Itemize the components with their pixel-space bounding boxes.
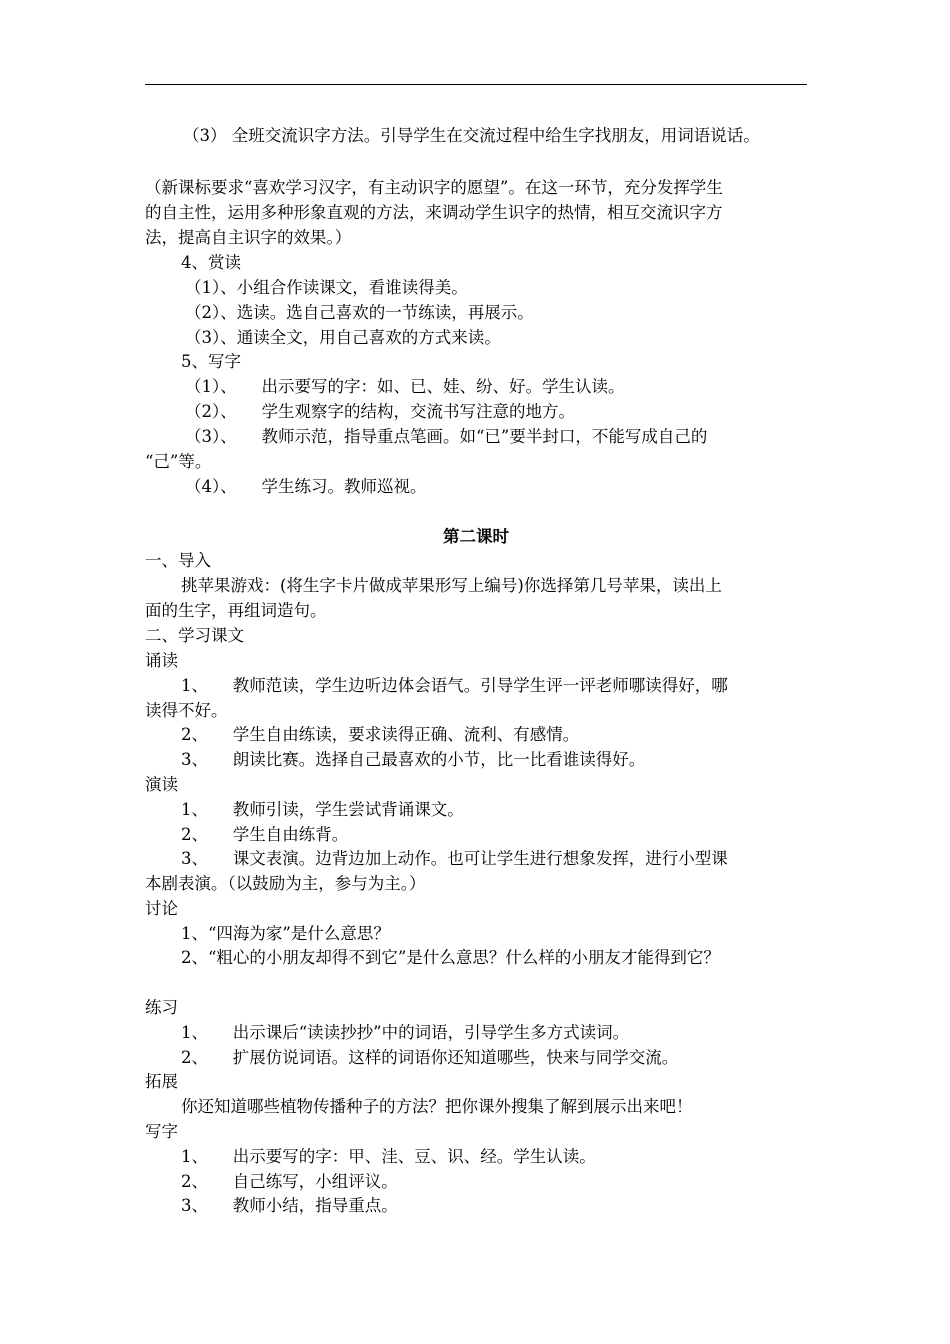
text-line: （4）、 学生练习。教师巡视。 xyxy=(185,477,427,496)
text-line: （1）、 出示要写的字：如、已、娃、纷、好。学生认读。 xyxy=(185,377,625,396)
text-line: 2、 学生自由练背。 xyxy=(181,825,349,844)
text-line: （1）、小组合作读课文，看谁读得美。 xyxy=(185,278,468,297)
subsection-heading: 练习 xyxy=(145,998,178,1017)
subsection-heading: 写字 xyxy=(145,1122,178,1141)
subsection-heading: 诵读 xyxy=(145,651,178,670)
section-heading: 二、学习课文 xyxy=(145,626,244,645)
header-rule xyxy=(145,84,807,85)
subsection-heading: 讨论 xyxy=(145,899,178,918)
text-line: 法，提高自主识字的效果。） xyxy=(145,228,352,247)
text-line: 1、 教师范读，学生边听边体会语气。引导学生评一评老师哪读得好，哪 xyxy=(181,676,728,695)
text-line: 1、 出示要写的字：甲、洼、豆、识、经。学生认读。 xyxy=(181,1147,596,1166)
text-line: （2）、选读。选自己喜欢的一节练读，再展示。 xyxy=(185,303,534,322)
text-line: （3）、 教师示范，指导重点笔画。如“已”要半封口，不能写成自己的 xyxy=(185,427,708,446)
text-line: 挑苹果游戏：(将生字卡片做成苹果形写上编号)你选择第几号苹果，读出上 xyxy=(181,576,722,595)
text-line: （新课标要求“喜欢学习汉字，有主动识字的愿望”。在这一环节，充分发挥学生 xyxy=(145,178,723,197)
text-line: 2、 自己练写，小组评议。 xyxy=(181,1172,398,1191)
text-line: 的自主性，运用多种形象直观的方法，来调动学生识字的热情，相互交流识字方 xyxy=(145,203,723,222)
subsection-heading: 演读 xyxy=(145,775,178,794)
subsection-heading: 拓展 xyxy=(145,1072,178,1091)
section-heading: 4、赏读 xyxy=(181,253,241,272)
text-line: 3、 课文表演。边背边加上动作。也可让学生进行想象发挥，进行小型课 xyxy=(181,849,728,868)
text-line: 你还知道哪些植物传播种子的方法？把你课外搜集了解到展示出来吧！ xyxy=(181,1097,693,1116)
section-heading: 一、导入 xyxy=(145,551,211,570)
text-line: 读得不好。 xyxy=(145,701,228,720)
section-heading: 5、写字 xyxy=(181,352,241,371)
text-line: （2）、 学生观察字的结构，交流书写注意的地方。 xyxy=(185,402,575,421)
text-line: 1、“四海为家”是什么意思？ xyxy=(181,924,390,943)
text-line: （3）、通读全文，用自己喜欢的方式来读。 xyxy=(185,328,501,347)
text-line: 3、 朗读比赛。选择自己最喜欢的小节，比一比看谁读得好。 xyxy=(181,750,646,769)
text-line: （3） 全班交流识字方法。引导学生在交流过程中给生字找朋友，用词语说话。 xyxy=(183,126,760,145)
text-line: 2、 扩展仿说词语。这样的词语你还知道哪些，快来与同学交流。 xyxy=(181,1048,679,1067)
text-line: “己”等。 xyxy=(145,452,212,471)
text-line: 3、 教师小结，指导重点。 xyxy=(181,1196,398,1215)
page-title: 第二课时 xyxy=(443,527,509,546)
text-line: 本剧表演。（以鼓励为主，参与为主。） xyxy=(145,874,426,893)
text-line: 面的生字，再组词造句。 xyxy=(145,601,327,620)
text-line: 1、 教师引读，学生尝试背诵课文。 xyxy=(181,800,464,819)
text-line: 2、 学生自由练读，要求读得正确、流利、有感情。 xyxy=(181,725,580,744)
text-line: 1、 出示课后“读读抄抄”中的词语，引导学生多方式读词。 xyxy=(181,1023,630,1042)
text-line: 2、“粗心的小朋友却得不到它”是什么意思？什么样的小朋友才能得到它？ xyxy=(181,948,720,967)
